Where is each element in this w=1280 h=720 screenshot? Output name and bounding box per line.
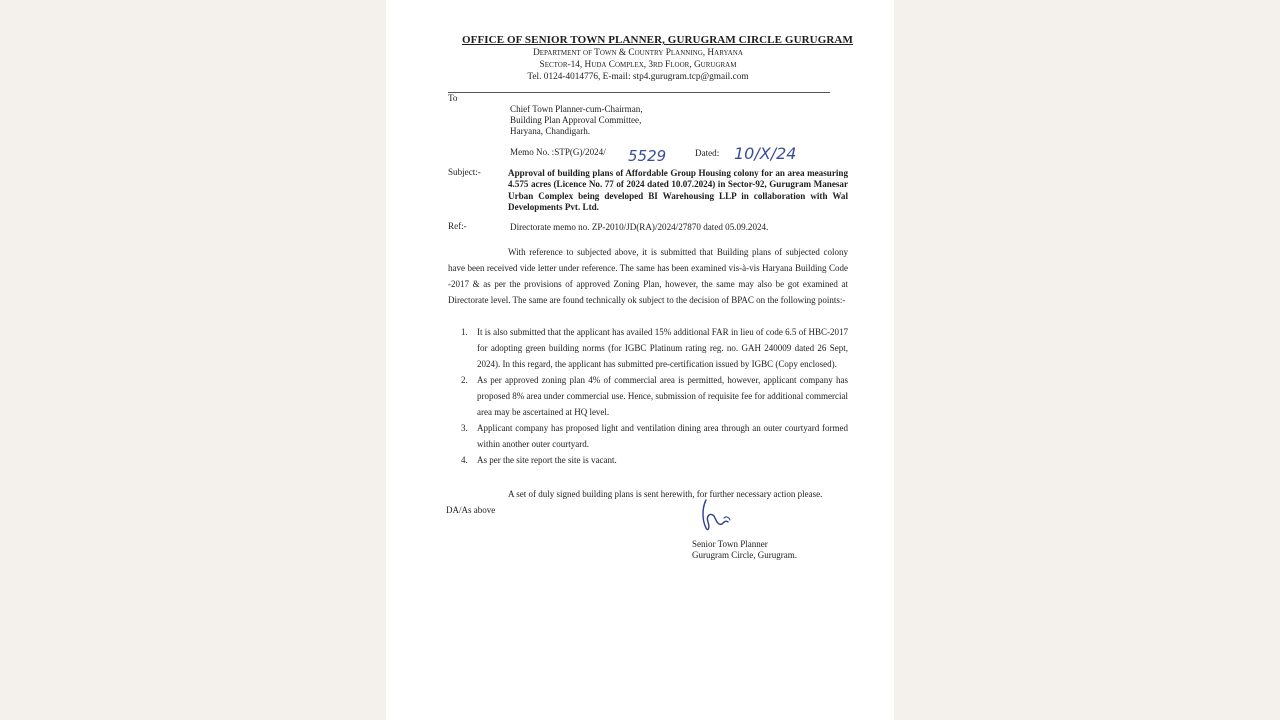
- signature-scribble: [696, 498, 736, 538]
- ref-label: Ref:-: [448, 221, 467, 231]
- point-text: As per the site report the site is vacant.: [477, 455, 617, 465]
- list-item: [448, 452, 848, 468]
- letter-page: [386, 0, 894, 720]
- contact-line: Tel. 0124-4014776, E-mail: stp4.gurugram.tcp@gmail.com: [527, 72, 749, 82]
- signatory-office: Gurugram Circle, Gurugram.: [692, 550, 797, 560]
- point-number: 1.: [461, 327, 468, 337]
- subject-label: Subject:-: [448, 167, 481, 177]
- recipient-line-1: Chief Town Planner-cum-Chairman,: [510, 104, 643, 114]
- enclosure-note: DA/As above: [446, 505, 496, 515]
- recipient-address: [510, 104, 643, 137]
- points-list: [448, 324, 848, 468]
- department-line: Department of Town & Country Planning, Haryana: [533, 48, 743, 58]
- point-text: Applicant company has proposed light and ventilation dining area through an outer courtyard formed within another outer courtyard.: [477, 423, 848, 449]
- memo-number: 5529: [628, 147, 667, 165]
- closing-line: A set of duly signed building plans is sent herewith, for further necessary action please.: [508, 489, 823, 499]
- to-label: To: [448, 93, 458, 103]
- dated-label: Dated:: [695, 148, 720, 158]
- list-item: [448, 372, 848, 420]
- subject-text: Approval of building plans of Affordable Group Housing colony for an area measuring 4.575 acres (Licence No. 77 of 2024 dated 10.07.2024) in Sector-92, Gurugram Manesar Urban Complex being developed BI Warehousing LLP in collaboration with Wal Developments Pvt. Ltd.: [508, 168, 848, 212]
- intro-text: With reference to subjected above, it is submitted that Building plans of subjected colony have been received vide letter under reference. The same has been examined vis-à-vis Haryana Building Code -2017 & as per the provisions of approved Zoning Plan, however, the same may also be got examined at Directorate level. The same are found technically ok subject to the decision of BPAC on the following points:-: [448, 247, 848, 305]
- signatory-designation: Senior Town Planner: [692, 539, 768, 549]
- point-text: As per approved zoning plan 4% of commercial area is permitted, however, applicant company has proposed 8% area under commercial use. Hence, submission of requisite fee for additional commercial area may be ascertained at HQ level.: [477, 375, 848, 417]
- intro-paragraph: [448, 244, 848, 308]
- recipient-line-2: Building Plan Approval Committee,: [510, 115, 642, 125]
- point-number: 2.: [461, 375, 468, 385]
- point-number: 3.: [461, 423, 468, 433]
- point-number: 4.: [461, 455, 468, 465]
- ref-text: Directorate memo no. ZP-2010/JD(RA)/2024/27870 dated 05.09.2024.: [510, 222, 769, 232]
- memo-label: Memo No. :STP(G)/2024/: [510, 147, 606, 157]
- header-divider: [448, 92, 830, 93]
- office-title: OFFICE OF SENIOR TOWN PLANNER, GURUGRAM CIRCLE GURUGRAM: [462, 34, 853, 46]
- dated-value: 10/X/24: [734, 144, 797, 163]
- address-line: Sector-14, Huda Complex, 3rd Floor, Gurugram: [539, 60, 737, 70]
- point-text: It is also submitted that the applicant has availed 15% additional FAR in lieu of code 6.5 of HBC-2017 for adopting green building norms (for IGBC Platinum rating reg. no. GAH 240009 dated 26 Sept, 2024). In this regard, the applicant has submitted pre-certification issued by IGBC (Copy enclosed).: [477, 327, 848, 369]
- list-item: [448, 324, 848, 372]
- recipient-line-3: Haryana, Chandigarh.: [510, 126, 591, 136]
- list-item: [448, 420, 848, 452]
